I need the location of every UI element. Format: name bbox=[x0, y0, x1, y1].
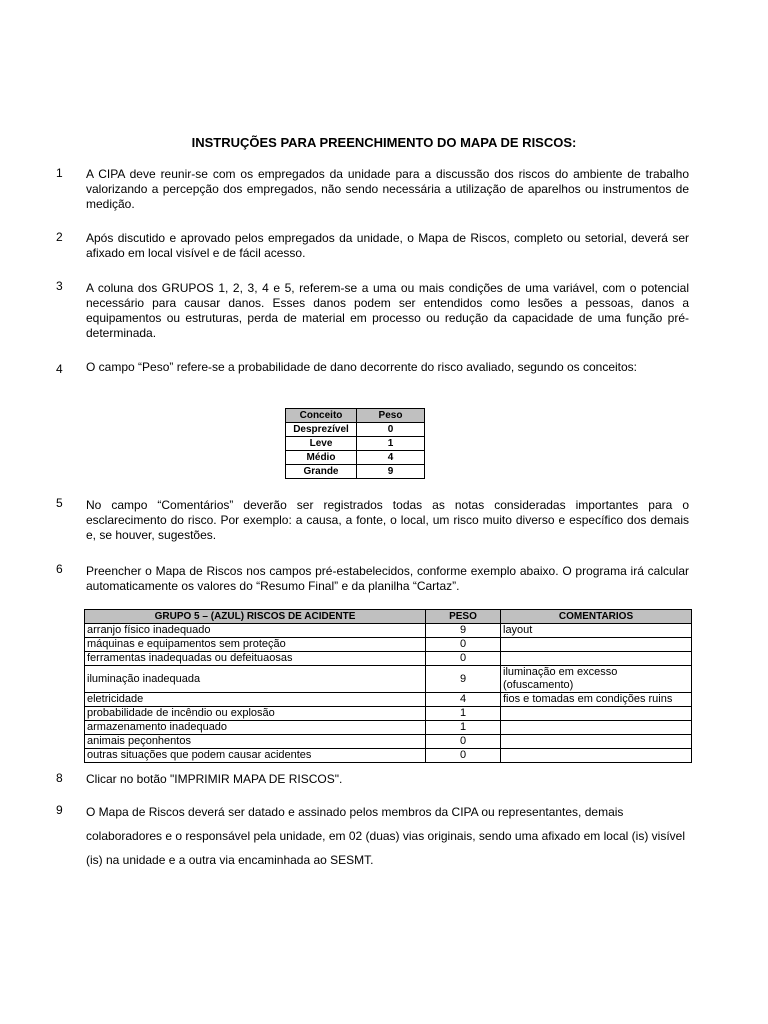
grupo-table-cell-peso[interactable]: 0 bbox=[426, 652, 501, 666]
peso-table-cell: Desprezível bbox=[286, 423, 357, 437]
grupo-table-row bbox=[85, 624, 692, 638]
grupo-table-cell-peso[interactable]: 4 bbox=[426, 693, 501, 707]
grupo-table-cell-comentario[interactable] bbox=[501, 735, 692, 749]
grupo-table-cell-peso[interactable]: 9 bbox=[426, 666, 501, 693]
grupo-table-row bbox=[85, 666, 692, 693]
peso-table bbox=[285, 408, 425, 479]
item-text-3: A coluna dos GRUPOS 1, 2, 3, 4 e 5, referem-se a uma ou mais condições de uma variável, com o potencial necessário para causar danos. Esses danos podem ser entendidos como lesões a pessoas, danos a equipamentos ou estruturas, perda de material em processo ou redução da capacidade de uma função pré-determinada. bbox=[86, 281, 689, 340]
item-text-4: O campo “Peso” refere-se a probabilidade de dano decorrente do risco avaliado, segundo os conceitos: bbox=[86, 360, 637, 374]
grupo-table-row bbox=[85, 721, 692, 735]
peso-table-cell: 9 bbox=[357, 465, 425, 479]
item-number-2: 2 bbox=[56, 230, 63, 244]
grupo-table-header-risco: GRUPO 5 – (AZUL) RISCOS DE ACIDENTE bbox=[85, 610, 426, 624]
item-number-5: 5 bbox=[56, 496, 63, 510]
item-number-4: 4 bbox=[56, 362, 63, 376]
grupo-table-cell-comentario[interactable] bbox=[501, 707, 692, 721]
grupo-table-cell-risco[interactable]: ferramentas inadequadas ou defeituaosas bbox=[85, 652, 426, 666]
peso-table-cell: Grande bbox=[286, 465, 357, 479]
page-title: INSTRUÇÕES PARA PREENCHIMENTO DO MAPA DE RISCOS: bbox=[191, 135, 577, 150]
grupo-table-header-comentarios: COMENTARIOS bbox=[501, 610, 692, 624]
grupo-table-cell-peso[interactable]: 0 bbox=[426, 749, 501, 763]
item-number-3: 3 bbox=[56, 279, 63, 293]
peso-table-cell: 0 bbox=[357, 423, 425, 437]
item-number-6: 6 bbox=[56, 562, 63, 576]
peso-table-row bbox=[286, 437, 425, 451]
grupo-table-cell-risco[interactable]: iluminação inadequada bbox=[85, 666, 426, 693]
grupo-table-cell-comentario[interactable] bbox=[501, 749, 692, 763]
grupo-table-cell-risco[interactable]: arranjo físico inadequado bbox=[85, 624, 426, 638]
grupo-table-cell-peso[interactable]: 0 bbox=[426, 735, 501, 749]
peso-table-row bbox=[286, 423, 425, 437]
peso-table-row bbox=[286, 465, 425, 479]
item-number-1: 1 bbox=[56, 166, 63, 180]
grupo-table-cell-peso[interactable]: 1 bbox=[426, 721, 501, 735]
grupo-table-cell-risco[interactable]: animais peçonhentos bbox=[85, 735, 426, 749]
grupo-table-cell-risco[interactable]: probabilidade de incêndio ou explosão bbox=[85, 707, 426, 721]
grupo-table-cell-risco[interactable]: armazenamento inadequado bbox=[85, 721, 426, 735]
item-text-2: Após discutido e aprovado pelos empregados da unidade, o Mapa de Riscos, completo ou setorial, deverá ser afixado em local visível e de fácil acesso. bbox=[86, 231, 689, 260]
peso-table-cell: Médio bbox=[286, 451, 357, 465]
grupo-table-row bbox=[85, 735, 692, 749]
grupo-table-row bbox=[85, 652, 692, 666]
item-text-8: Clicar no botão "IMPRIMIR MAPA DE RISCOS". bbox=[86, 772, 343, 786]
grupo-table-cell-peso[interactable]: 0 bbox=[426, 638, 501, 652]
grupo-table-cell-peso[interactable]: 9 bbox=[426, 624, 501, 638]
item-text-9: O Mapa de Riscos deverá ser datado e assinado pelos membros da CIPA ou representantes, demais colaboradores e o responsável pela unidade, em 02 (duas) vias originais, sendo uma afixado em local (is) visível (is) na unidade e a outra via encaminhada ao SESMT. bbox=[86, 805, 685, 867]
grupo-table-header-peso: PESO bbox=[426, 610, 501, 624]
grupo-table-row bbox=[85, 707, 692, 721]
grupo-table-cell-comentario[interactable] bbox=[501, 652, 692, 666]
grupo-table-cell-risco[interactable]: outras situações que podem causar acidentes bbox=[85, 749, 426, 763]
peso-table-cell: 4 bbox=[357, 451, 425, 465]
item-text-5: No campo “Comentários” deverão ser registrados todas as notas consideradas importantes para o esclarecimento do risco. Por exemplo: a causa, a fonte, o local, um risco muito diverso e específico dos demais e, se houver, sugestões. bbox=[86, 498, 689, 542]
grupo-table-cell-comentario[interactable]: layout bbox=[501, 624, 692, 638]
item-number-8: 8 bbox=[56, 771, 63, 785]
peso-table-header-conceito: Conceito bbox=[286, 409, 357, 423]
peso-table-header-peso: Peso bbox=[357, 409, 425, 423]
peso-table-row bbox=[286, 451, 425, 465]
grupo-table-cell-risco[interactable]: máquinas e equipamentos sem proteção bbox=[85, 638, 426, 652]
peso-table-cell: Leve bbox=[286, 437, 357, 451]
grupo-table-row bbox=[85, 693, 692, 707]
grupo-table-cell-comentario[interactable] bbox=[501, 638, 692, 652]
grupo-table-cell-risco[interactable]: eletricidade bbox=[85, 693, 426, 707]
item-text-1: A CIPA deve reunir-se com os empregados da unidade para a discussão dos riscos do ambiente de trabalho valorizando a percepção dos empregados, não sendo necessária a utilização de aparelhos ou instrumentos de medição. bbox=[86, 167, 689, 211]
grupo-table-cell-comentario[interactable] bbox=[501, 721, 692, 735]
grupo-table-cell-comentario[interactable]: iluminação em excesso (ofuscamento) bbox=[501, 666, 692, 693]
grupo-table-row bbox=[85, 638, 692, 652]
grupo-table-cell-comentario[interactable]: fios e tomadas em condições ruins bbox=[501, 693, 692, 707]
item-number-9: 9 bbox=[56, 803, 63, 817]
grupo-table bbox=[84, 609, 692, 763]
grupo-table-row bbox=[85, 749, 692, 763]
item-text-6: Preencher o Mapa de Riscos nos campos pré-estabelecidos, conforme exemplo abaixo. O programa irá calcular automaticamente os valores do “Resumo Final” e da planilha “Cartaz”. bbox=[86, 564, 689, 593]
peso-table-cell: 1 bbox=[357, 437, 425, 451]
grupo-table-cell-peso[interactable]: 1 bbox=[426, 707, 501, 721]
